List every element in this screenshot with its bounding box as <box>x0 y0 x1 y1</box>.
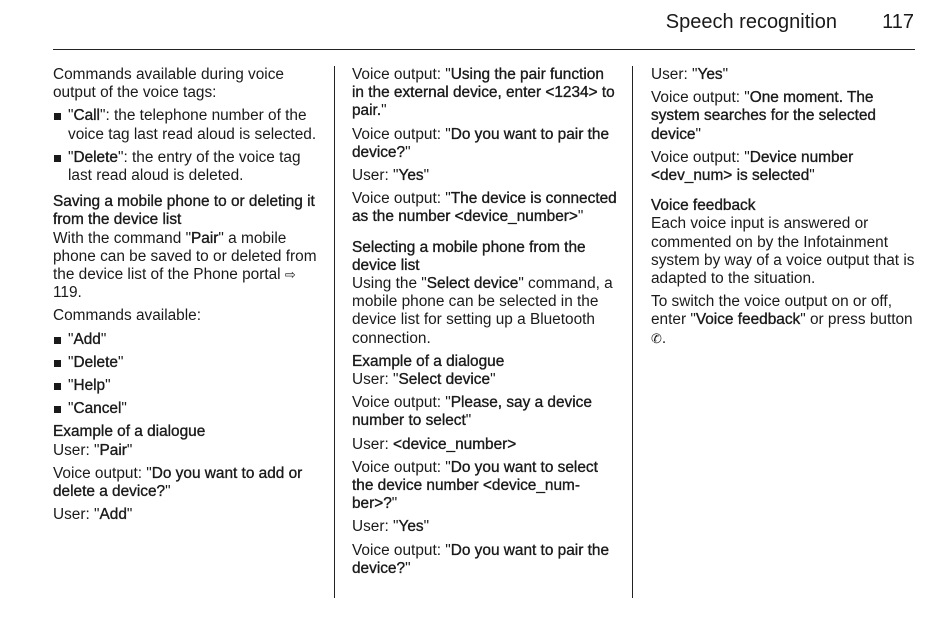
list-item: "Delete": the entry of the voice tag last read aloud is deleted. <box>53 149 321 185</box>
list-item: "Add" <box>53 331 321 349</box>
dialogue-line: User: "Select device" <box>352 371 496 389</box>
dialogue-line: User: "Add" <box>53 506 133 524</box>
dialogue-line: User: <device_number> <box>352 435 517 453</box>
voice-control-button-icon: ✆ <box>651 330 662 346</box>
list-item: "Help" <box>53 377 321 395</box>
list-item: "Delete" <box>53 354 321 372</box>
bullet-icon <box>54 383 61 390</box>
dialogue-line: Voice output: "Using the pair function in the external device, enter <1234> to pair." <box>352 66 615 120</box>
section-heading: Selecting a mobile phone from the device list <box>352 238 586 274</box>
dialogue-line: Voice output: "Do you want to add or delete a device?" <box>53 464 303 501</box>
example-heading: Example of a dialogue <box>352 352 505 370</box>
pair-paragraph: With the command "Pair" a mobile phone can be saved to or deleted from the device list of the Phone portal ⇨ 119. <box>53 229 317 302</box>
dialogue-line: Voice output: "Do you want to pair the device?" <box>352 125 610 161</box>
example-heading: Example of a dialogue <box>53 423 206 441</box>
column-divider-1 <box>334 66 335 598</box>
page-header-title: Speech recognition <box>665 11 837 33</box>
dialogue-line: Voice output: "The device is connected as the number <device_number>" <box>352 190 617 226</box>
page-number: 117 <box>882 11 914 33</box>
switch-paragraph: To switch the voice output on or off, enter "Voice feedback" or press button ✆. <box>651 293 913 347</box>
intro-text: Commands available during voice output of the voice tags: <box>53 66 284 102</box>
dialogue-line: Voice output: "Do you want to select the device number <device_num-ber>?" <box>352 458 598 513</box>
list-item: "Cancel" <box>53 400 321 418</box>
dialogue-line: User: "Pair" <box>53 441 133 459</box>
bullet-icon <box>54 406 61 413</box>
column-1 <box>53 66 321 529</box>
voice-tag-commands-list <box>53 107 321 185</box>
feedback-paragraph: Each voice input is answered or commented on by the Infotainment system by way of a voice output that is adapted to the situation. <box>651 215 915 288</box>
section-heading: Voice feedback <box>651 197 756 215</box>
dialogue-line: Voice output: "Device number <dev_num> is selected" <box>651 148 854 185</box>
select-paragraph: Using the "Select device" command, a mobile phone can be selected in the device list for setting up a Bluetooth connection. <box>352 275 613 347</box>
column-3 <box>651 66 915 353</box>
arrow-reference-icon: ⇨ <box>284 267 296 283</box>
bullet-icon <box>54 155 61 162</box>
commands-list <box>53 331 321 419</box>
bullet-icon <box>54 113 61 120</box>
column-2 <box>352 66 620 583</box>
commands-label: Commands available: <box>53 307 201 325</box>
dialogue-line: User: "Yes" <box>352 518 430 536</box>
bullet-icon <box>54 360 61 367</box>
list-item: "Call": the telephone number of the voice tag last read aloud is selected. <box>53 107 321 143</box>
dialogue-line: Voice output: "Do you want to pair the device?" <box>352 541 610 577</box>
dialogue-line: User: "Yes" <box>352 167 430 185</box>
dialogue-line: Voice output: "One moment. The system searches for the selected device" <box>651 89 876 143</box>
bullet-icon <box>54 337 61 344</box>
dialogue-line: Voice output: "Please, say a device number to select" <box>352 394 592 430</box>
column-divider-2 <box>632 66 633 598</box>
header-divider <box>53 49 915 50</box>
section-heading: Saving a mobile phone to or deleting it from the device list <box>53 193 315 229</box>
dialogue-line: User: "Yes" <box>651 66 729 83</box>
